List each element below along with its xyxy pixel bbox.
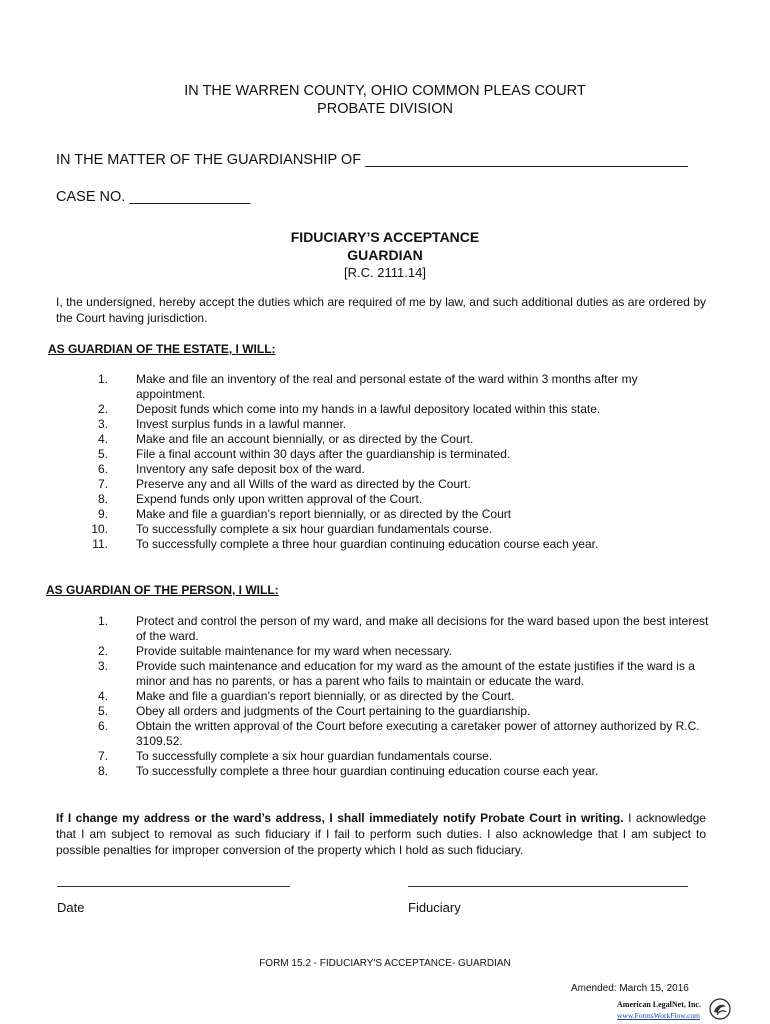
list-item (70, 417, 710, 432)
fiduciary-label: Fiduciary (408, 900, 461, 915)
notice-paragraph (56, 810, 706, 858)
list-item (70, 719, 710, 749)
list-item (70, 704, 710, 719)
list-item-number: 11. (92, 537, 108, 551)
list-item-text: To successfully complete a six hour guardian fundamentals course. (136, 522, 493, 536)
court-name: IN THE WARREN COUNTY, OHIO COMMON PLEAS COURT (184, 83, 586, 99)
list-item-text: Obtain the written approval of the Court before executing a caretaker power of attorney authorized by R.C. 3109.52. (136, 719, 700, 748)
brand-name: American LegalNet, Inc. (617, 1000, 701, 1009)
list-item-text: Obey all orders and judgments of the Court pertaining to the guardianship. (136, 704, 531, 718)
list-item-text: Provide such maintenance and education for my ward as the amount of the estate justifies if the ward is a minor and has no parents, or has a parent who fails to maintain or educate the ward. (136, 659, 695, 688)
list-item (70, 462, 710, 477)
date-signature-line[interactable] (57, 886, 290, 887)
amended-date: Amended: March 15, 2016 (571, 983, 689, 994)
list-item-text: Protect and control the person of my ward, and make all decisions for the ward based upon the best interest of the ward. (136, 614, 709, 643)
list-item-text: To successfully complete a six hour guardian fundamentals course. (136, 749, 493, 763)
list-item (70, 372, 710, 402)
list-item-text: File a final account within 30 days after the guardianship is terminated. (136, 447, 511, 461)
list-item-number: 1. (97, 614, 108, 628)
list-item-text: Invest surplus funds in a lawful manner. (136, 417, 347, 431)
list-item-number: 8. (97, 492, 108, 506)
person-duties-list (70, 614, 710, 779)
list-item-text: Deposit funds which come into my hands in a lawful depository located within this state. (136, 402, 601, 416)
list-item-number: 2. (97, 644, 108, 658)
list-item-number: 10. (91, 522, 108, 536)
list-item-number: 5. (97, 447, 108, 461)
list-item (70, 477, 710, 492)
list-item (70, 402, 710, 417)
list-item-text: To successfully complete a three hour guardian continuing education course each year. (136, 764, 599, 778)
list-item-text: Inventory any safe deposit box of the ward. (136, 462, 365, 476)
list-item-text: Preserve any and all Wills of the ward as directed by the Court. (136, 477, 471, 491)
list-item-number: 9. (97, 507, 108, 521)
list-item-number: 3. (97, 417, 108, 431)
list-item-number: 6. (97, 719, 108, 733)
list-item-number: 7. (97, 477, 108, 491)
list-item-number: 5. (97, 704, 108, 718)
matter-line: IN THE MATTER OF THE GUARDIANSHIP OF ________________________________________ (56, 152, 688, 168)
date-label: Date (57, 900, 85, 915)
intro-paragraph: I, the undersigned, hereby accept the duties which are required of me by law, and such additional duties as are ordered by the Court having jurisdiction. (56, 295, 706, 325)
list-item-number: 6. (97, 462, 108, 476)
notice-bold: If I change my address or the ward’s address, I shall immediately notify Probate Court in writing. (56, 811, 624, 825)
list-item (70, 689, 710, 704)
list-item (70, 447, 710, 462)
estate-heading: AS GUARDIAN OF THE ESTATE, I WILL: (48, 342, 276, 356)
legalnet-logo-icon (709, 998, 731, 1020)
list-item (70, 432, 710, 447)
list-item (70, 537, 710, 552)
estate-duties-list (70, 372, 710, 552)
court-header (0, 82, 770, 118)
list-item-text: Make and file an inventory of the real and personal estate of the ward within 3 months after my appointment. (136, 372, 638, 401)
form-title-line1: FIDUCIARY’S ACCEPTANCE (290, 229, 480, 245)
case-number-line: CASE NO. _______________ (56, 189, 251, 205)
list-item (70, 764, 710, 779)
list-item-text: Make and file an account biennially, or as directed by the Court. (136, 432, 474, 446)
list-item-text: Make and file a guardian’s report biennially, or as directed by the Court (136, 507, 512, 521)
publisher-brand (617, 998, 735, 1022)
statute-reference: [R.C. 2111.14] (344, 265, 426, 280)
list-item-number: 4. (97, 432, 108, 446)
form-title-line2: GUARDIAN (347, 247, 423, 263)
form-identifier: FORM 15.2 - FIDUCIARY'S ACCEPTANCE- GUARDIAN (259, 958, 511, 969)
list-item-number: 3. (97, 659, 108, 673)
form-title (0, 228, 770, 264)
list-item-text: To successfully complete a three hour guardian continuing education course each year. (136, 537, 599, 551)
list-item-number: 2. (97, 402, 108, 416)
list-item-number: 4. (97, 689, 108, 703)
list-item-number: 7. (97, 749, 108, 763)
list-item (70, 492, 710, 507)
list-item-number: 8. (97, 764, 108, 778)
list-item-number: 1. (97, 372, 108, 386)
fiduciary-signature-line[interactable] (408, 886, 688, 887)
list-item (70, 522, 710, 537)
list-item (70, 644, 710, 659)
person-heading: AS GUARDIAN OF THE PERSON, I WILL: (46, 583, 279, 597)
list-item (70, 659, 710, 689)
list-item (70, 614, 710, 644)
division-name: PROBATE DIVISION (317, 101, 453, 117)
list-item (70, 507, 710, 522)
list-item-text: Make and file a guardian’s report biennially, or as directed by the Court. (136, 689, 515, 703)
list-item-text: Provide suitable maintenance for my ward when necessary. (136, 644, 452, 658)
brand-url[interactable]: www.FormsWorkFlow.com (617, 1011, 701, 1020)
list-item-text: Expend funds only upon written approval of the Court. (136, 492, 423, 506)
notice-rest: I acknowledge that I am subject to removal as such fiduciary if I fail to perform such duties. I also acknowledge that I am subject to possible penalties for improper conversion of the property which I hold as such fiduciary. (56, 811, 706, 857)
list-item (70, 749, 710, 764)
